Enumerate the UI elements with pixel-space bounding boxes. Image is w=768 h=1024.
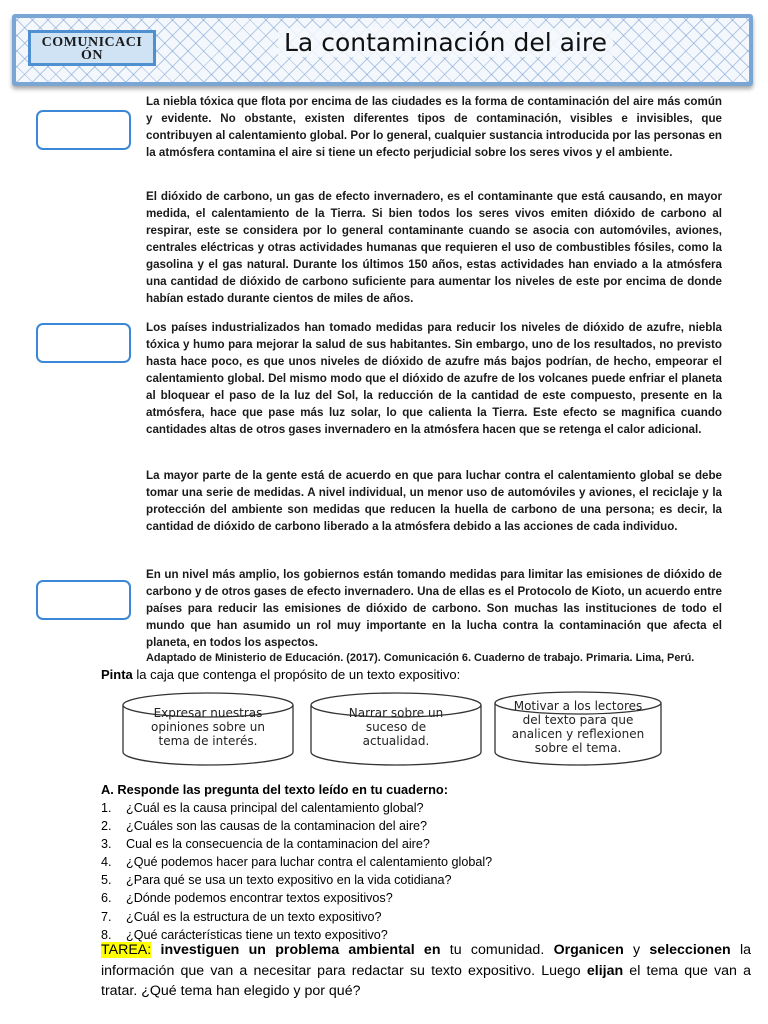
purpose-question — [101, 666, 460, 684]
purpose-option-3[interactable] — [492, 690, 664, 768]
question-item: 5. ¿Para qué se usa un texto expositivo en la vida cotidiana? — [101, 873, 452, 888]
header-banner — [12, 14, 753, 86]
purpose-option-2-label: Narrar sobre un suceso de actualidad. — [348, 706, 444, 748]
purpose-option-3-label: Motivar a los lectores del texto para que analicen y reflexionen sobre el tema. — [511, 699, 645, 755]
question-item: 3. Cual es la consecuencia de la contaminacion del aire? — [101, 837, 430, 852]
question-item: 4. ¿Qué podemos hacer para luchar contra el calentamiento global? — [101, 855, 493, 870]
question-item: 7. ¿Cuál es la estructura de un texto expositivo? — [101, 909, 382, 924]
purpose-option-2[interactable] — [308, 690, 484, 768]
paragraph-3: Los países industrializados han tomado medidas para reducir los niveles de dióxido de azufre, niebla tóxica y humo para mejorar la salud de sus habitantes. Sin embargo, uno de los resultados, no previsto hasta hace poco, es que unos niveles de dióxido de azufre más bajos podrían, de hecho, empeorar el calentamiento global. Del mismo modo que el dióxido de azufre de los volcanes puede enfriar el planeta al bloquear el paso de la luz del Sol, la reducción de la cantidad de este compuesto, presente en la atmósfera, hace que pase más luz solar, lo que calienta la Tierra. Este efecto se magnifica cuando cantidades altas de otros gases invernadero en la atmósfera hacen que se retenga el calor adicional. — [146, 321, 722, 436]
citation: Adaptado de Ministerio de Educación. (2017). Comunicación 6. Cuaderno de trabajo. Primaria. Lima, Perú. — [146, 652, 695, 664]
homework-label: TAREA: — [101, 942, 152, 958]
answer-box-3[interactable] — [36, 580, 131, 620]
question-item: 6. ¿Dónde podemos encontrar textos expositivos? — [101, 891, 393, 906]
purpose-text: la caja que contenga el propósito de un texto expositivo: — [132, 667, 461, 682]
paragraph-1: La niebla tóxica que flota por encima de las ciudades es la forma de contaminación del aire más común y evidente. No obstante, existen diferentes tipos de contaminación, visibles e invisibles, que contribuyen al calentamiento global. Por lo general, cualquier sustancia introducida por las personas en la atmósfera contamina el aire si tiene un efecto perjudicial sobre los seres vivos y el ambiente. — [146, 95, 722, 159]
answer-box-1[interactable] — [36, 110, 131, 150]
question-item: 1. ¿Cuál es la causa principal del calentamiento global? — [101, 801, 424, 815]
question-item: 2. ¿Cuáles son las causas de la contaminacion del aire? — [101, 819, 428, 834]
page-title: La contaminación del aire — [278, 28, 613, 57]
subject-label: COMUNICACIÓN — [28, 30, 156, 66]
questions-title: A. Responde las pregunta del texto leído en tu cuaderno: — [101, 782, 448, 797]
purpose-verb: Pinta — [101, 667, 133, 682]
purpose-option-1-label: Expresar nuestras opiniones sobre un tema de interés. — [151, 706, 265, 748]
questions-list — [101, 799, 492, 944]
paragraph-5: En un nivel más amplio, los gobiernos están tomando medidas para limitar las emisiones de dióxido de carbono y de otros gases de efecto invernadero. Una de ellas es el Protocolo de Kioto, un acuerdo entre países para reducir las emisiones de dióxido de carbono. Son muchas las instituciones de todo el mundo que han asumido un rol muy importante en la lucha contra la contaminación que afecta el planeta, en todos los aspectos. — [146, 568, 722, 649]
paragraph-4: La mayor parte de la gente está de acuerdo en que para luchar contra el calentamiento global se debe tomar una serie de medidas. A nivel individual, un menor uso de automóviles y aviones, el reciclaje y la protección del ambiente son medidas que reducen la huella de carbono de una persona; es decir, la cantidad de dióxido de carbono liberado a la atmósfera debido a las acciones de cada individuo. — [146, 469, 722, 533]
paragraph-2: El dióxido de carbono, un gas de efecto invernadero, es el contaminante que está causando, en mayor medida, el calentamiento de la Tierra. Si bien todos los seres vivos emiten dióxido de carbono al respirar, este se considera por lo general contaminante cuando se asocia con automóviles, aviones, centrales eléctricas y otras actividades humanas que requieren el uso de combustibles fósiles, como la gasolina y el gas natural. Durante los últimos 150 años, estas actividades han enviado a la atmósfera una cantidad de dióxido de carbono suficiente para aumentar los niveles de este por encima de donde habían estado durante cientos de miles de años. — [146, 190, 722, 305]
answer-box-2[interactable] — [36, 323, 131, 363]
homework-text: TAREA: investiguen un problema ambiental en tu comunidad. Organicen y seleccionen la información que van a necesitar para redactar su texto expositivo. Luego elijan el tema que van a tratar. ¿Qué tema han elegido y por qué? — [101, 942, 751, 999]
question-item: 8. ¿Qué carácterísticas tiene un texto expositivo? — [101, 927, 388, 942]
purpose-option-1[interactable] — [120, 690, 296, 768]
